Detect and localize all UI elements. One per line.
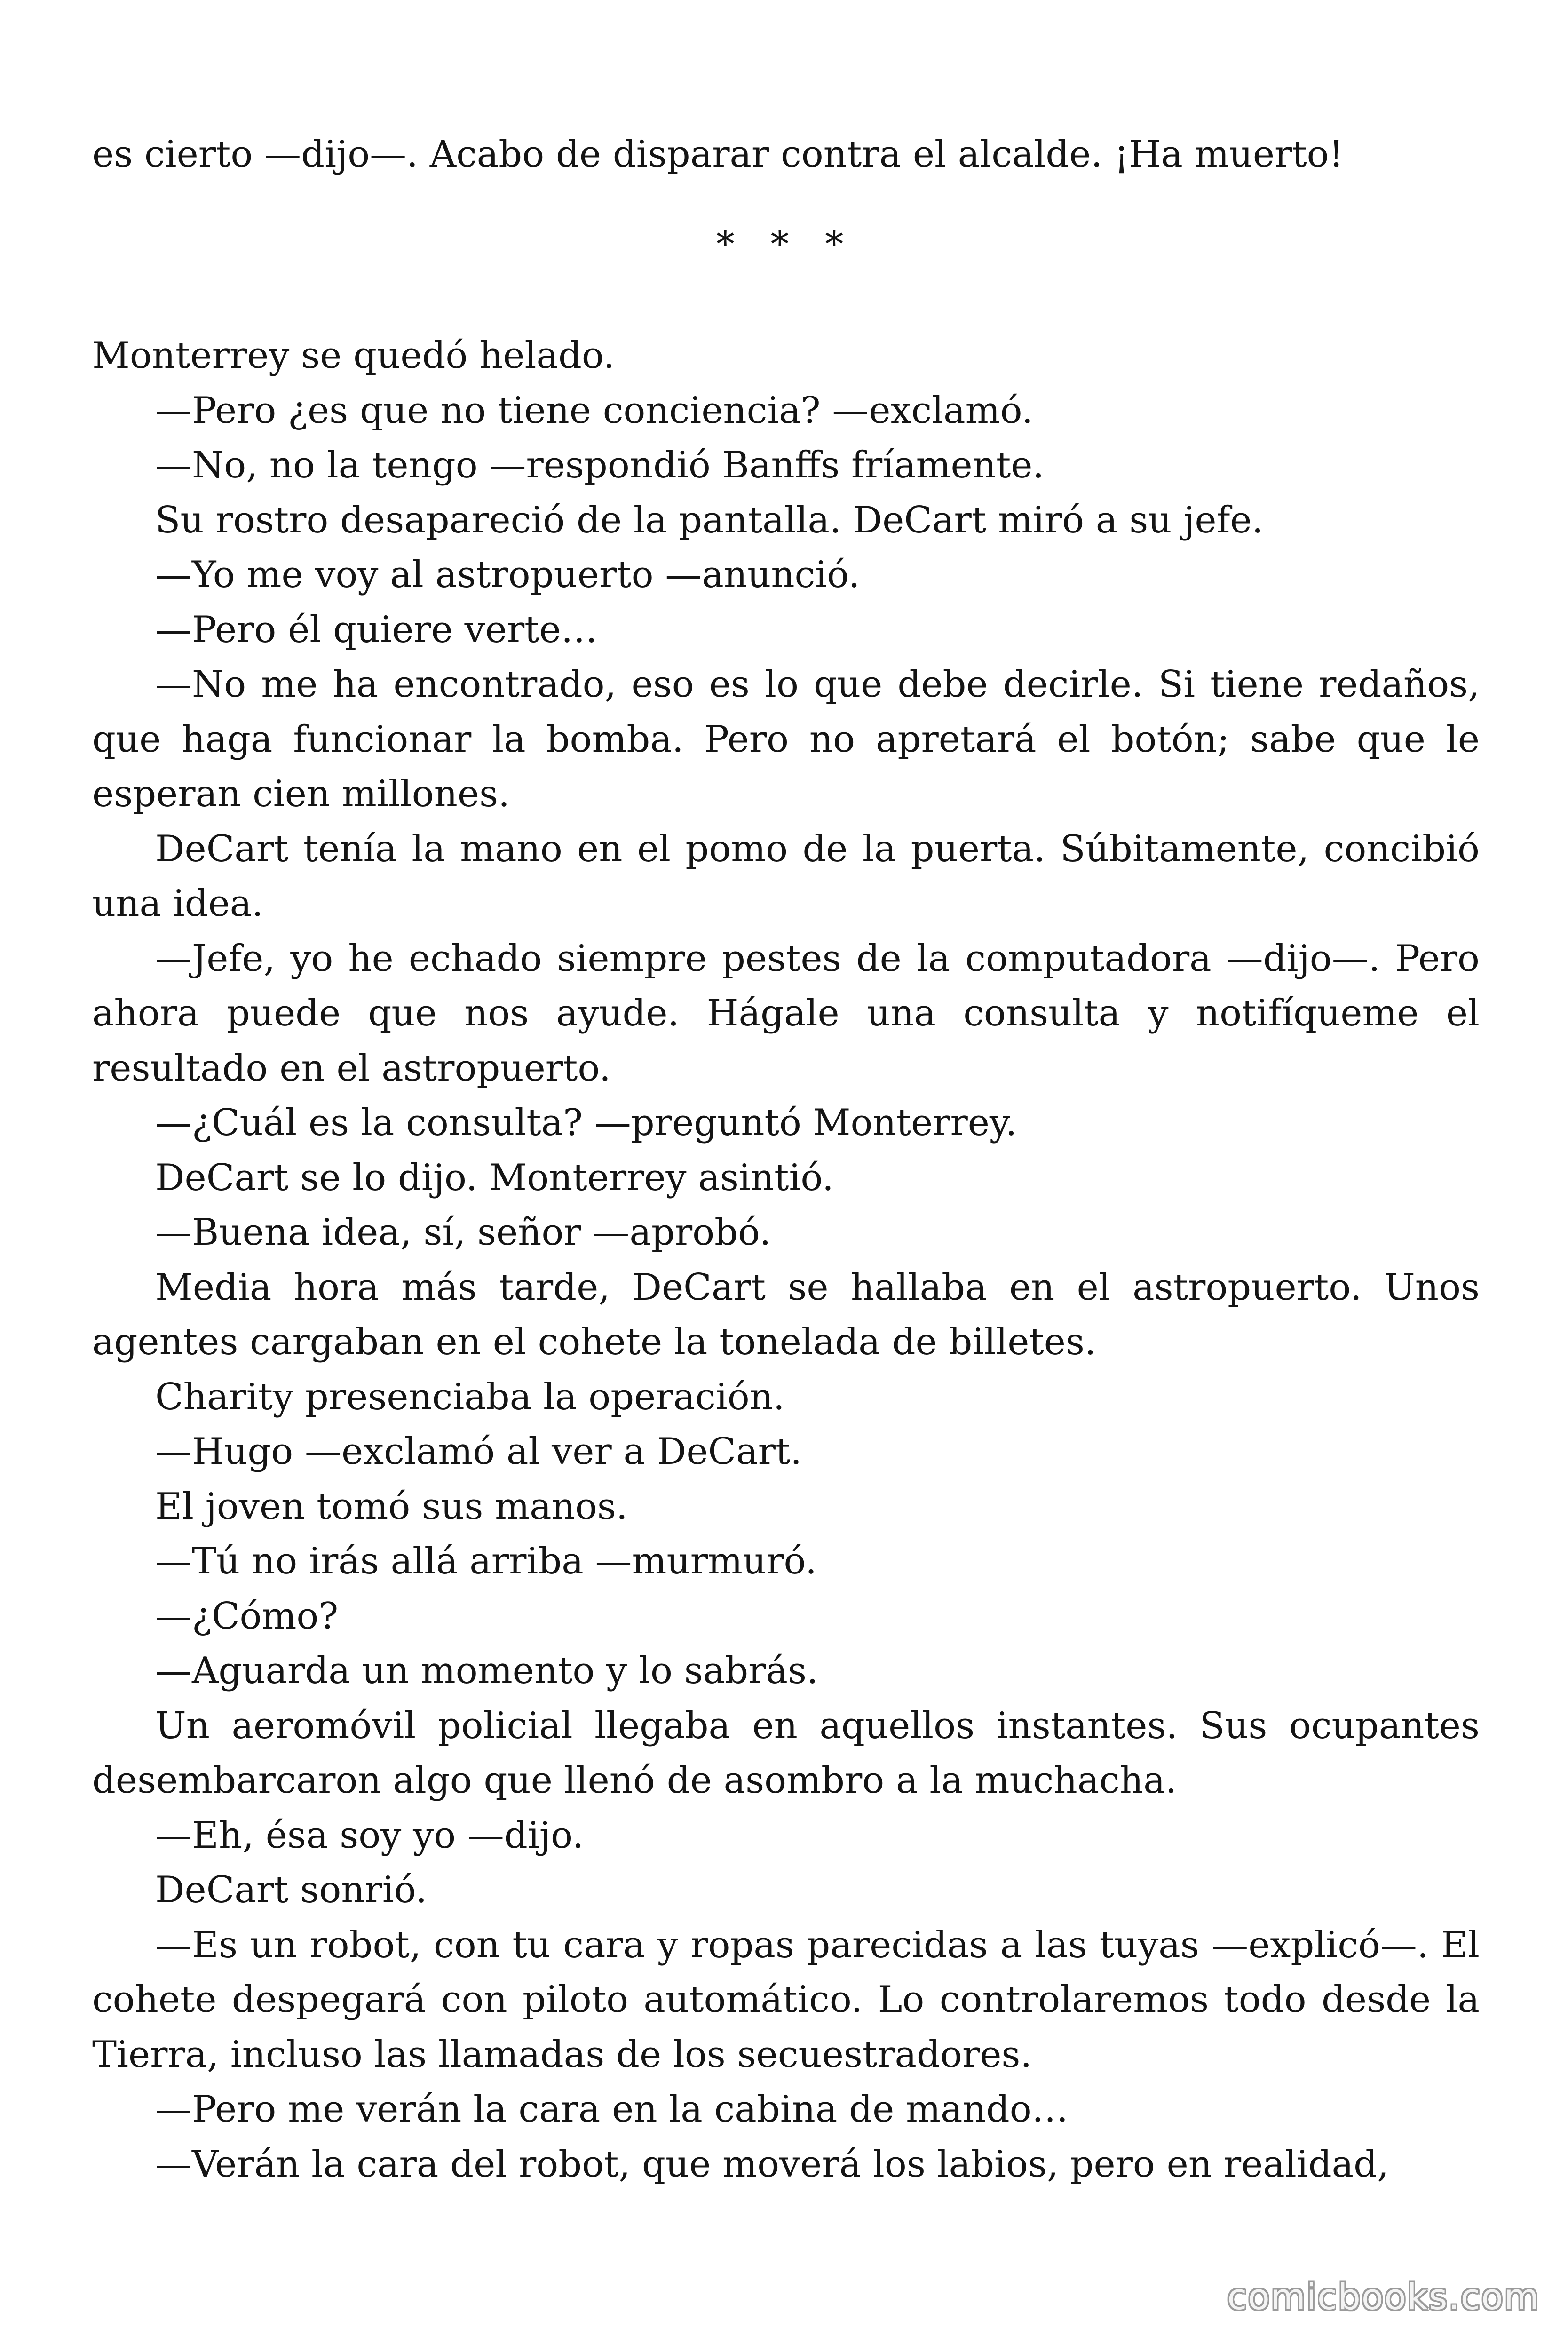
paragraph: —Yo me voy al astropuerto —anunció. <box>155 554 860 596</box>
paragraph: —Pero me verán la cara en la cabina de mando… <box>155 2088 1069 2130</box>
paragraph: —¿Cuál es la consulta? —preguntó Monterrey. <box>155 1102 1017 1144</box>
paragraph: El joven tomó sus manos. <box>155 1485 628 1528</box>
paragraph: —Eh, ésa soy yo —dijo. <box>155 1814 584 1857</box>
paragraph-continued: es cierto —dijo—. Acabo de disparar contra el alcalde. ¡Ha muerto! <box>92 133 1344 175</box>
continuation-line <box>92 127 1480 182</box>
paragraph: —No me ha encontrado, eso es lo que debe decirle. Si tiene redaños, que haga funcionar la bomba. Pero no apretará el botón; sabe que le esperan cien millones. <box>92 663 1480 815</box>
paragraph: —Pero él quiere verte… <box>155 608 598 651</box>
paragraph: Media hora más tarde, DeCart se hallaba en el astropuerto. Unos agentes cargaban en el cohete la tonelada de billetes. <box>92 1266 1480 1363</box>
section-break: * * * <box>716 223 856 266</box>
paragraph: DeCart se lo dijo. Monterrey asintió. <box>155 1156 834 1199</box>
body-text <box>92 328 1480 2192</box>
paragraph: —Hugo —exclamó al ver a DeCart. <box>155 1430 802 1473</box>
paragraph: Monterrey se quedó helado. <box>92 334 615 377</box>
paragraph: —Jefe, yo he echado siempre pestes de la computadora —dijo—. Pero ahora puede que nos ayude. Hágale una consulta y notifíqueme el resultado en el astropuerto. <box>92 937 1480 1089</box>
paragraph: —Verán la cara del robot, que moverá los labios, pero en realidad, <box>155 2143 1389 2185</box>
paragraph: —Tú no irás allá arriba —murmuró. <box>155 1540 817 1582</box>
paragraph: —¿Cómo? <box>155 1595 339 1637</box>
paragraph: Charity presenciaba la operación. <box>155 1375 785 1418</box>
paragraph: —Es un robot, con tu cara y ropas parecidas a las tuyas —explicó—. El cohete despegará con piloto automático. Lo controlaremos todo desde la Tierra, incluso las llamadas de los secuestradores. <box>92 1923 1480 2076</box>
paragraph: —Buena idea, sí, señor —aprobó. <box>155 1211 771 1254</box>
paragraph: —Pero ¿es que no tiene conciencia? —exclamó. <box>155 389 1034 432</box>
paragraph: —No, no la tengo —respondió Banffs fríamente. <box>155 444 1045 486</box>
watermark-logo: comicbooks.com <box>1227 2276 1540 2318</box>
paragraph: DeCart sonrió. <box>155 1869 428 1911</box>
paragraph: Un aeromóvil policial llegaba en aquellos instantes. Sus ocupantes desembarcaron algo que llenó de asombro a la muchacha. <box>92 1704 1480 1802</box>
paragraph: DeCart tenía la mano en el pomo de la puerta. Súbitamente, concibió una idea. <box>92 827 1480 925</box>
paragraph: Su rostro desapareció de la pantalla. DeCart miró a su jefe. <box>155 499 1264 541</box>
paragraph: —Aguarda un momento y lo sabrás. <box>155 1650 818 1692</box>
book-page <box>92 0 1480 2352</box>
